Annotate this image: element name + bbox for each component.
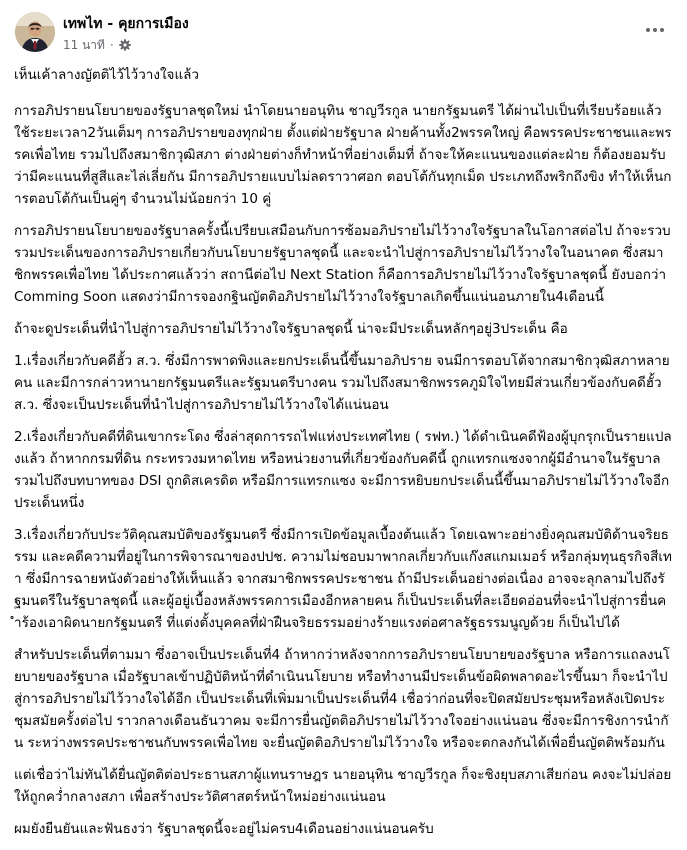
meta-separator: · bbox=[109, 38, 114, 52]
gear-icon[interactable] bbox=[119, 39, 131, 51]
post-paragraph-4: ถ้าจะดูประเด็นที่นำไปสู่การอภิปรายไม่ไว้วางใจรัฐบาลชุดนี้ น่าจะมีประเด็นหลักๆอยู่3ประเด็น คือ bbox=[14, 321, 568, 337]
post-header bbox=[0, 0, 687, 62]
post-paragraph-10: ผมยังยืนยันและฟันธงว่า รัฐบาลชุดนี้จะอยู่ไม่ครบ4เดือนอย่างแน่นอนครับ bbox=[14, 821, 434, 837]
post-paragraph-3: การอภิปรายนโยบายของรัฐบาลครั้งนี้เปรียบเสมือนกับการซ้อมอภิปรายไม่ไว้วางใจรัฐบาลในโอกาสต่อไป ถ้าจะรวบรวมประเด็นของการอภิปรายเกี่ยวกับนโยบายรัฐบาลชุดนี้ และจะนำไปสู่การอภิปรายไม่ไว้วางใจในอนาคต ซึ่งสมาชิกพรรคเพื่อไทย ได้ประกาศแล้วว่า สถานีต่อไป Next Station ก็คือการอภิปรายไม่ไว้วางใจรัฐบาลชุดนี้ ยังบอกว่า Comming Soon แสดงว่ามีการจองกฐินญัตติอภิปรายไม่ไว้วางใจรัฐบาลเกิดขึ้นแน่นอนภายใน4เดือนนี้ bbox=[14, 223, 671, 305]
post-paragraph-2: การอภิปรายนโยบายของรัฐบาลชุดใหม่ นำโดยนายอนุทิน ชาญวีรกูล นายกรัฐมนตรี ได้ผ่านไปเป็นที่เรียบร้อยแล้ว ใช้ระยะเวลา2วันเต็มๆ การอภิปรายของทุกฝ่าย ตั้งแต่ฝ่ายรัฐบาล ฝ่ายค้านทั้ง2พรรคใหญ่ คือพรรคประชาชนและพรรคเพื่อไทย รวมไปถึงสมาชิกวุฒิสภา ต่างฝ่ายต่างก็ทำหน้าที่อย่างเต็มที่ ถ้าจะให้คะแนนของแต่ละฝ่าย ก็ต้องยอมรับว่ามีคะแนนที่สูสีและไล่เลี่ยกัน มีการอภิปรายแบบไม่ลดราวาศอก ตอบโต้กันทุกเม็ด ประเภทถึงพริกถึงขิง ทำให้เห็นการตอบโต้กันเป็นคู่ๆ จำนวนไม่น้อยกว่า 10 คู่ bbox=[14, 103, 672, 207]
post-paragraph-6: 2.เรื่องเกี่ยวกับคดีที่ดินเขากระโดง ซึ่งล่าสุดการรถไฟแห่งประเทศไทย ( รฟท.) ได้ดำเนินคดีฟ้องผู้บุกรุกเป็นรายแปลงแล้ว ถ้าหากกรมที่ดิน กระทรวงมหาดไทย หรือหน่วยงานที่เกี่ยวข้องกับคดีนี้ ถูกแทรกแซงจากผู้มีอำนาจในรัฐบาล รวมไปถึงบทบาทของ DSI ถูกดิสเครดิต หรือมีการแทรกแซง จะมีการหยิบยกประเด็นนี้ขึ้นมาอภิปรายไม่ไว้วางใจอีกประเด็นหนึ่ง bbox=[14, 429, 672, 511]
avatar[interactable] bbox=[15, 12, 55, 52]
post-timestamp[interactable]: 11 นาที bbox=[63, 37, 105, 52]
post-menu-button[interactable] bbox=[641, 20, 669, 40]
post-paragraph-9: แต่เชื่อว่าไม่ทันได้ยื่นญัตติต่อประธานสภาผู้แทนราษฎร นายอนุทิน ชาญวีรกูล ก็จะชิงยุบสภาเสียก่อน คงจะไม่ปล่อยให้ถูกคว่ำกลางสภา เพื่อสร้างประวัติศาสตร์หน้าใหม่อย่างแน่นอน bbox=[14, 767, 672, 805]
post-body bbox=[14, 60, 672, 850]
post-paragraph-7: 3.เรื่องเกี่ยวกับประวัติคุณสมบัติของรัฐมนตรี ซึ่งมีการเปิดข้อมูลเบื้องต้นแล้ว โดยเฉพาะอย่างยิ่งคุณสมบัติด้านจริยธรรม และคดีความที่อยู่ในการพิจารณาของปปช. ความไม่ชอบมาพากลเกี่ยวกับแก๊งสแกมเมอร์ หรือกลุ่มทุนธุรกิจสีเทา ซึ่งมีการฉายหนังตัวอย่างให้เห็นแล้ว จากสมาชิกพรรคประชาชน ถ้ามีประเด็นอย่างต่อเนื่อง อาจจะลุกลามไปถึงรัฐมนตรีในรัฐบาลชุดนี้ และผู้อยู่เบื้องหลังพรรคการเมืองอีกหลายคน ก็เป็นประเด็นที่ละเอียดอ่อนที่จะนำไปสู่การยื่นคำร้องเอาผิดนายกรัฐมนตรี ที่แต่งตั้งบุคคลที่ฝ่าฝืนจริยธรรมอย่างร้ายแรงต่อศาลรัฐธรรมนูญด้วย ก็เป็นไปได้ bbox=[14, 527, 672, 631]
avatar-image bbox=[15, 12, 55, 52]
author-name[interactable]: เทพไท - คุยการเมือง bbox=[63, 16, 189, 32]
post-meta bbox=[63, 36, 131, 54]
post-paragraph-5: 1.เรื่องเกี่ยวกับคดีฮั้ว ส.ว. ซึ่งมีการพาดพิงและยกประเด็นนี้ขึ้นมาอภิปราย จนมีการตอบโต้จากสมาชิกวุฒิสภาหลายคน และมีการกล่าวหานายกรัฐมนตรีและรัฐมนตรีบางคน รวมไปถึงสมาชิกพรรคภูมิใจไทยมีส่วนเกี่ยวข้องกับคดีฮั้ว ส.ว. ซึ่งจะเป็นประเด็นที่นำไปสู่การอภิปรายไม่ไว้วางใจได้แน่นอน bbox=[14, 353, 670, 413]
post-paragraph-8: สำหรับประเด็นที่ตามมา ซึ่งอาจเป็นประเด็นที่4 ถ้าหากว่าหลังจากการอภิปรายนโยบายของรัฐบาล หรือการแถลงนโยบายของรัฐบาล เมื่อรัฐบาลเข้าปฏิบัติหน้าที่ดำเนินนโยบาย หรือทำงานมีประเด็นข้อผิดพลาดอะไรขึ้นมา ก็จะนำไปสู่การอภิปรายไม่ไว้วางใจได้อีก เป็นประเด็นที่เพิ่มมาเป็นประเด็นที่4 เชื่อว่าก่อนที่จะปิดสมัยประชุมหรือหลังเปิดประชุมสมัยครั้งต่อไป ราวกลางเดือนธันวาคม จะมีการยื่นญัตติอภิปรายไม่ไว้วางใจอย่างแน่นอน ซึ่งจะมีการชิงการนำกัน ระหว่างพรรคประชาชนกับพรรคเพื่อไทย จะยื่นญัตติอภิปรายไม่ไว้วางใจ หรือจะตกลงกันได้เพื่อยื่นญัตติพร้อมกัน bbox=[14, 647, 670, 751]
more-icon bbox=[646, 28, 664, 32]
post-paragraph-1: เห็นเค้าลางญัตติไว้ไว้วางใจแล้ว bbox=[14, 67, 199, 83]
